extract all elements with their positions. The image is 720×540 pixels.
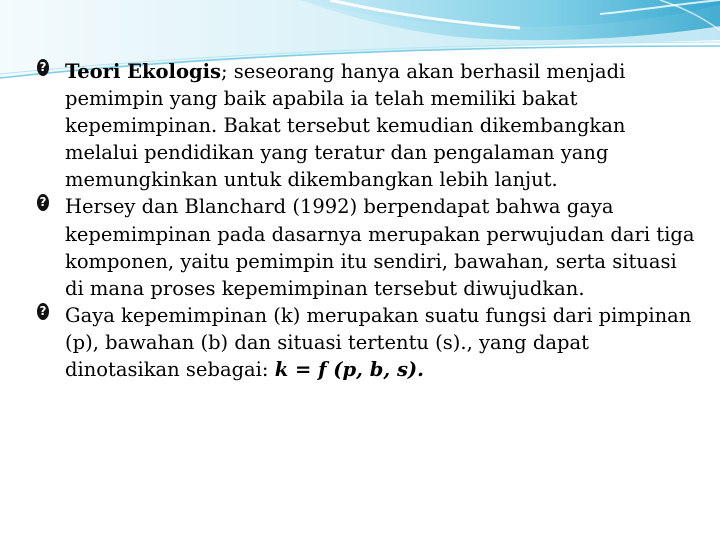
bullet-text: ; seseorang hanya akan berhasil menjadi pemimpin yang baik apabila ia telah memiliki bakat kepemimpinan. Bakat tersebut kemudian dikembangkan melalui pendidikan yang teratur dan pengalaman yang memungkinkan untuk dikembangkan lebih lanjut. <box>65 60 626 192</box>
bullet-item-gaya-kepemimpinan <box>34 302 698 383</box>
missing-glyph-icon <box>37 194 49 211</box>
bullet-text: Hersey dan Blanchard (1992) berpendapat bahwa gaya kepemimpinan pada dasarnya merupakan perwujudan dari tiga komponen, yaitu pemimpin itu sendiri, bawahan, serta situasi di mana proses kepemimpinan tersebut diwujudkan. <box>65 195 695 300</box>
bullet-text: Gaya kepemimpinan (k) merupakan suatu fungsi dari pimpinan (p), bawahan (b) dan situasi tertentu (s)., yang dapat dinotasikan sebagai: <box>65 303 692 382</box>
bullet-item-teori-ekologis <box>34 58 698 193</box>
missing-glyph-icon <box>37 303 49 320</box>
bullet-item-hersey-blanchard <box>34 193 698 301</box>
bullet-lead-bold: Teori Ekologis <box>65 60 221 83</box>
bullet-list <box>34 58 698 383</box>
missing-glyph-icon <box>37 59 49 76</box>
formula: k = f (p, b, s). <box>274 358 424 382</box>
